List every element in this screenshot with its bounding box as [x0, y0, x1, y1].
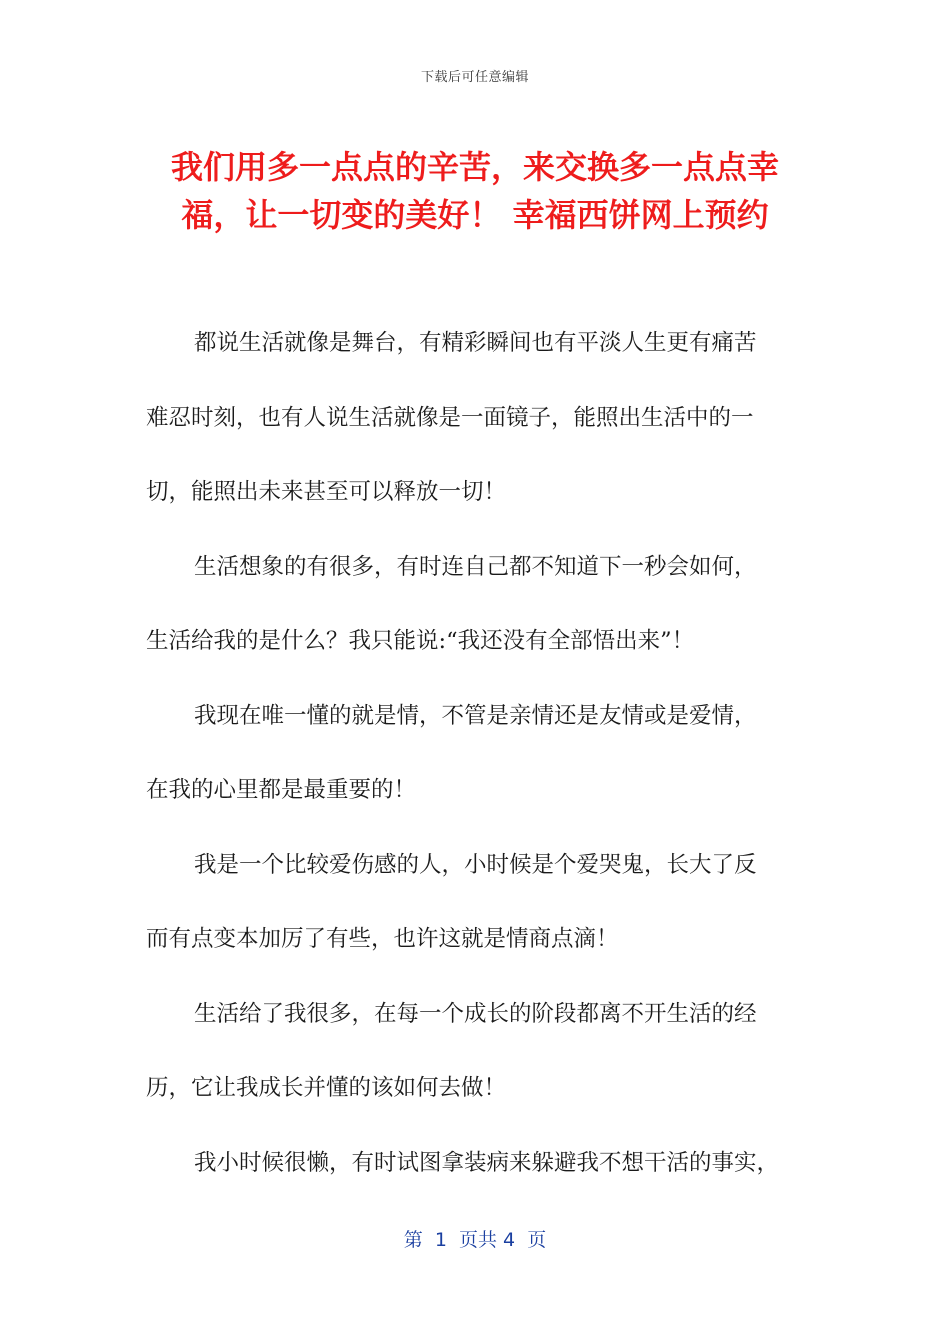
body-line: 切，能照出未来甚至可以释放一切！ [146, 479, 507, 505]
body-line: 难忍时刻，也有人说生活就像是一面镜子，能照出生活中的一 [146, 404, 754, 431]
body-line: 而有点变本加厉了有些，也许这就是情商点滴！ [146, 926, 619, 952]
body-line: 都说生活就像是舞台，有精彩瞬间也有平淡人生更有痛苦 [194, 330, 757, 356]
body-line: 生活想象的有很多，有时连自己都不知道下一秒会如何， [194, 553, 757, 580]
body-line: 历，它让我成长并懂的该如何去做！ [146, 1075, 507, 1101]
body-line: 我小时候很懒，有时试图拿装病来躲避我不想干活的事实， [194, 1149, 780, 1176]
body-text [146, 318, 816, 1212]
title-line-2: 福，让一切变的美好！ 幸福西饼网上预约 [181, 196, 769, 234]
title-line-1: 我们用多一点点的辛苦，来交换多一点点幸 [170, 148, 779, 186]
body-line: 我现在唯一懂的就是情，不管是亲情还是友情或是爱情， [194, 702, 757, 729]
document-title [140, 143, 810, 239]
page-footer: 第 1 页共 4 页 [403, 1229, 547, 1251]
body-line: 生活给我的是什么？我只能说:“我还没有全部悟出来”！ [146, 628, 695, 654]
body-line: 在我的心里都是最重要的！ [146, 777, 417, 803]
body-line: 我是一个比较爱伤感的人，小时候是个爱哭鬼，长大了反 [194, 851, 757, 878]
header-note: 下载后可任意编辑 [420, 70, 529, 85]
body-line: 生活给了我很多，在每一个成长的阶段都离不开生活的经 [194, 1000, 757, 1027]
